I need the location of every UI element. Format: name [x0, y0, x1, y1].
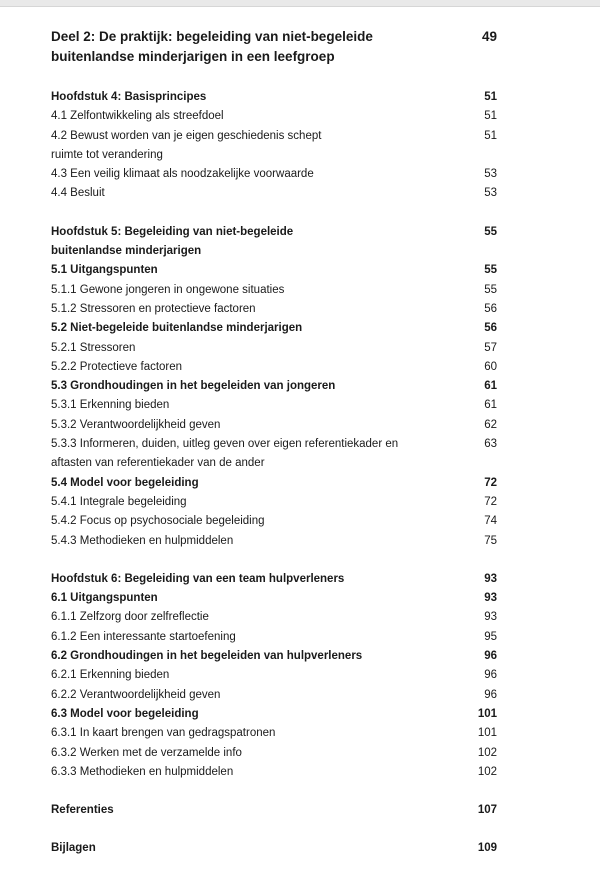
toc-section-page: 96: [484, 650, 497, 663]
toc-entry-title: 5.4.3 Methodieken en hulpmiddelen: [51, 534, 234, 547]
toc-section-title: 5.3 Grondhoudingen in het begeleiden van jongeren: [51, 380, 336, 393]
toc-chapter-6[interactable]: [51, 570, 501, 589]
toc-section[interactable]: [51, 474, 501, 493]
toc-entry-title: 4.3 Een veilig klimaat als noodzakelijke voorwaarde: [51, 168, 314, 181]
toc-section-title: 5.2 Niet-begeleide buitenlandse minderjarigen: [51, 322, 303, 335]
toc-section-title: 6.3 Model voor begeleiding: [51, 707, 199, 720]
toc-chapter-title: Hoofdstuk 4: Basisprincipes: [51, 91, 207, 103]
toc-entry-page: 74: [484, 515, 497, 528]
toc-entry-title: 6.3.1 In kaart brengen van gedragspatronen: [51, 727, 276, 740]
toc-entry[interactable]: [51, 763, 501, 782]
toc-entry-page: 72: [484, 495, 497, 508]
toc-appendix-page: 109: [477, 842, 497, 855]
toc-section-page: 56: [484, 322, 497, 335]
toc-section-title: 5.1 Uitgangspunten: [51, 264, 158, 277]
toc-section-page: 72: [484, 476, 497, 489]
toc-entry[interactable]: [51, 300, 501, 319]
toc-entry[interactable]: [51, 358, 501, 377]
toc-entry[interactable]: [51, 435, 501, 474]
toc-entry-title: 4.4 Besluit: [51, 187, 105, 200]
toc-entry-title: 6.3.3 Methodieken en hulpmiddelen: [51, 765, 234, 778]
toc-part-2[interactable]: [51, 27, 501, 67]
toc-entry[interactable]: [51, 165, 501, 184]
toc-entry-page: 57: [484, 341, 497, 354]
toc-entry-title: 5.4.2 Focus op psychosociale begeleiding: [51, 515, 265, 528]
toc-chapter-page: 51: [484, 91, 497, 103]
toc-entry-title: 5.3.2 Verantwoordelijkheid geven: [51, 418, 221, 431]
toc-entry-page: 102: [477, 746, 497, 759]
toc-section[interactable]: [51, 705, 501, 724]
toc-entry[interactable]: [51, 744, 501, 763]
toc-entry[interactable]: [51, 127, 501, 166]
toc-entry[interactable]: [51, 666, 501, 685]
toc-entry-page: 61: [484, 399, 497, 412]
toc-entry-page: 96: [484, 688, 497, 701]
toc-entry-title: 5.3.1 Erkenning bieden: [51, 399, 170, 412]
toc-entry-title: 6.1.1 Zelfzorg door zelfreflectie: [51, 611, 209, 624]
toc-references[interactable]: [51, 801, 501, 820]
toc-chapter-5[interactable]: [51, 223, 501, 262]
toc-entry-page: 62: [484, 418, 497, 431]
toc-section-title: 6.2 Grondhoudingen in het begeleiden van hulpverleners: [51, 650, 363, 663]
toc-section-page: 55: [484, 264, 497, 277]
toc-entry[interactable]: [51, 184, 501, 203]
page-top-edge: [0, 0, 600, 7]
toc-entry[interactable]: [51, 628, 501, 647]
toc-part-page: 49: [481, 29, 497, 44]
toc-section-title: 5.4 Model voor begeleiding: [51, 476, 199, 489]
toc-entry-title: 6.2.1 Erkenning bieden: [51, 669, 170, 682]
toc-chapter-page: 55: [484, 225, 497, 238]
toc-entry[interactable]: [51, 608, 501, 627]
toc-section-page: 93: [484, 592, 497, 605]
toc-entry[interactable]: [51, 281, 501, 300]
toc-entry-page: 56: [484, 302, 497, 315]
toc-section[interactable]: [51, 377, 501, 396]
toc-chapter-4[interactable]: [51, 88, 501, 107]
toc-section-page: 101: [477, 707, 497, 720]
toc-appendix-title: Bijlagen: [51, 842, 96, 855]
toc-entry-title: 5.1.1 Gewone jongeren in ongewone situaties: [51, 283, 285, 296]
toc-chapter-page: 93: [484, 572, 497, 585]
toc-chapter-title: Hoofdstuk 6: Begeleiding van een team hulpverleners: [51, 572, 345, 585]
toc-section[interactable]: [51, 647, 501, 666]
toc-entry-page: 101: [477, 727, 497, 740]
toc-entry-page: 75: [484, 534, 497, 547]
toc-entry-title: 5.4.1 Integrale begeleiding: [51, 495, 187, 508]
toc-entry-title: 6.3.2 Werken met de verzamelde info: [51, 746, 242, 759]
toc-section[interactable]: [51, 261, 501, 280]
toc-entry-title: 4.2 Bewust worden van je eigen geschiedenis schept ruimte tot verandering: [51, 129, 322, 161]
toc-entry-page: 60: [484, 360, 497, 373]
toc-entry-title: 5.1.2 Stressoren en protectieve factoren: [51, 302, 256, 315]
toc-entry-page: 63: [484, 438, 497, 451]
toc-entry[interactable]: [51, 416, 501, 435]
toc-part-title: Deel 2: De praktijk: begeleiding van niet-begeleide buitenlandse minderjarigen in een leefgroep: [51, 29, 373, 64]
toc-entry-page: 55: [484, 283, 497, 296]
toc-entry-title: 5.2.2 Protectieve factoren: [51, 360, 183, 373]
toc-entry-page: 51: [484, 129, 497, 142]
toc-entry-title: 5.3.3 Informeren, duiden, uitleg geven over eigen referentiekader en aftasten van referentiekader van de ander: [51, 438, 399, 470]
toc-chapter-title: Hoofdstuk 5: Begeleiding van niet-begeleide buitenlandse minderjarigen: [51, 225, 294, 258]
toc-entry[interactable]: [51, 512, 501, 531]
toc-section[interactable]: [51, 589, 501, 608]
toc-entry[interactable]: [51, 493, 501, 512]
toc-section-page: 61: [484, 380, 497, 393]
toc-entry-page: 95: [484, 630, 497, 643]
table-of-contents: [51, 27, 501, 859]
toc-entry[interactable]: [51, 107, 501, 126]
toc-appendix[interactable]: [51, 839, 501, 858]
toc-entry-page: 93: [484, 611, 497, 624]
toc-references-page: 107: [477, 804, 497, 817]
toc-entry-title: 5.2.1 Stressoren: [51, 341, 136, 354]
toc-entry-title: 6.1.2 Een interessante startoefening: [51, 630, 236, 643]
toc-entry[interactable]: [51, 396, 501, 415]
toc-entry-page: 53: [484, 168, 497, 181]
toc-entry-page: 102: [477, 765, 497, 778]
toc-entry-title: 4.1 Zelfontwikkeling als streefdoel: [51, 110, 224, 123]
toc-entry[interactable]: [51, 339, 501, 358]
toc-section[interactable]: [51, 319, 501, 338]
toc-entry[interactable]: [51, 532, 501, 551]
toc-entry-page: 51: [484, 110, 497, 123]
toc-entry[interactable]: [51, 686, 501, 705]
toc-entry-title: 6.2.2 Verantwoordelijkheid geven: [51, 688, 221, 701]
toc-entry[interactable]: [51, 724, 501, 743]
toc-entry-page: 53: [484, 187, 497, 200]
toc-section-title: 6.1 Uitgangspunten: [51, 592, 158, 605]
toc-entry-page: 96: [484, 669, 497, 682]
toc-references-title: Referenties: [51, 804, 114, 817]
